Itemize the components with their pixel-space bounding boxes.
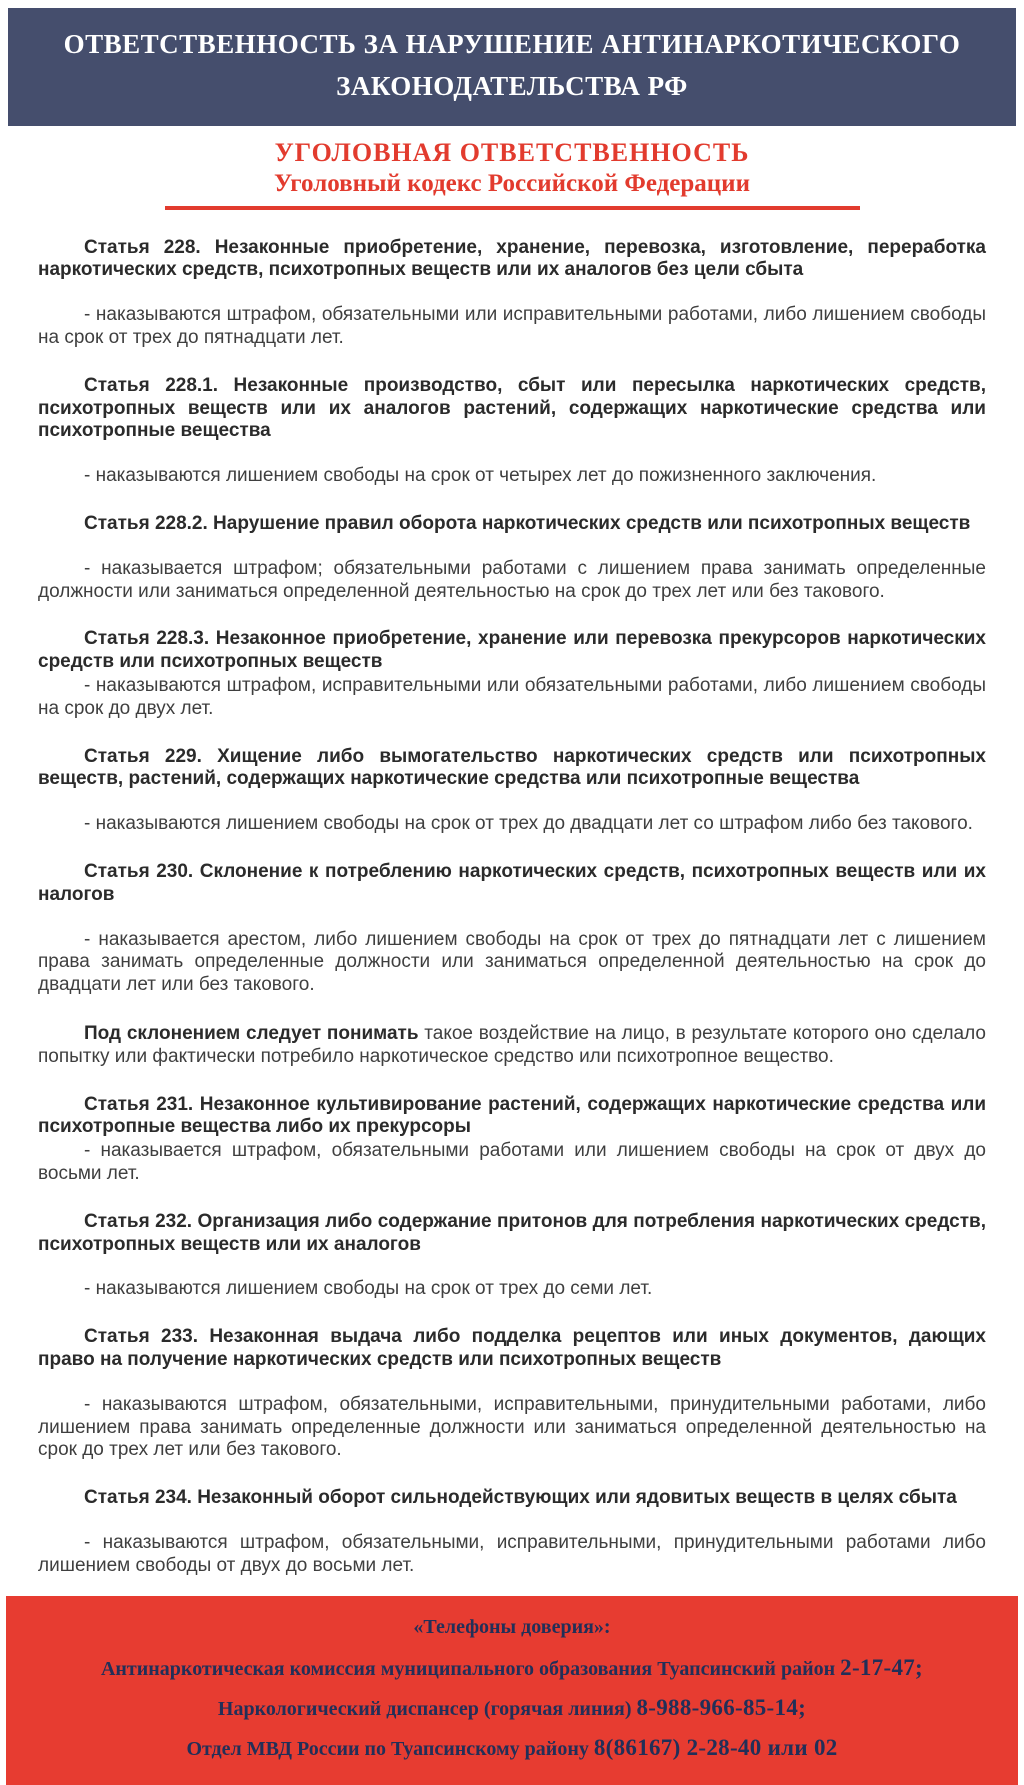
footer-phone: 8-988-966-85-14; (636, 1694, 807, 1720)
article-230 (38, 861, 986, 997)
footer-line-mvd (30, 1735, 994, 1761)
article-228-1 (38, 375, 986, 488)
article-228 (38, 237, 986, 350)
note-paragraph (38, 1023, 986, 1069)
footer-label: Наркологический диспансер (горячая линия) (217, 1697, 632, 1720)
article-body: - наказываются штрафом, исправительными или обязательными работами, либо лишением свободы на срок до двух лет. (38, 675, 986, 719)
note-rest: такое воздействие на лицо, в результате которого оно сделало попытку или фактически потребило наркотическое средство или психотропное вещество. (38, 1023, 986, 1067)
header-banner (8, 8, 1016, 126)
article-body: - наказываются лишением свободы на срок от трех до двадцати лет со штрафом либо без такового. (84, 813, 973, 835)
note-lead: Под склонением следует понимать (84, 1023, 419, 1045)
article-229 (38, 746, 986, 836)
footer-label: Отдел МВД России по Туапсинскому району (186, 1737, 589, 1760)
header-title-line2: ЗАКОНОДАТЕЛЬСТВА РФ (336, 70, 688, 101)
article-231 (38, 1094, 986, 1186)
note-sklonenie (38, 1023, 986, 1069)
footer-title: «Телефоны доверия»: (413, 1615, 611, 1638)
article-body: - наказывается арестом, либо лишением свободы на срок от трех до пятнадцати лет с лишением права занимать определенные должности или заниматься определенной деятельностью на срок до двадцати лет или без такового. (38, 928, 986, 996)
header-title-line1: ОТВЕТСТВЕННОСТЬ ЗА НАРУШЕНИЕ АНТИНАРКОТИЧЕСКОГО (63, 29, 961, 59)
article-heading: Статья 232. Организация либо содержание притонов для потребления наркотических средств, психотропных веществ или их аналогов (38, 1210, 986, 1255)
article-body: - наказываются лишением свободы на срок от трех до семи лет. (84, 1278, 653, 1300)
article-228-2 (38, 513, 986, 603)
article-heading: Статья 233. Незаконная выдача либо подделка рецептов или иных документов, дающих право на получение наркотических средств или психотропных веществ (38, 1326, 986, 1370)
article-body: - наказываются штрафом, обязательными или исправительными работами, либо лишением свободы на срок от трех до пятнадцати лет. (38, 304, 986, 349)
footer-line-commission (30, 1655, 994, 1681)
article-heading: Статья 230. Склонение к потреблению наркотических средств, психотропных веществ или их налогов (38, 861, 986, 905)
articles-list (0, 210, 1024, 1578)
article-233 (38, 1326, 986, 1462)
article-heading: Статья 228.3. Незаконное приобретение, хранение или перевозка прекурсоров наркотических средств или психотропных веществ (38, 628, 986, 673)
article-228-3 (38, 628, 986, 720)
article-heading: Статья 228. Незаконные приобретение, хранение, перевозка, изготовление, переработка наркотических средств, психотропных веществ или их аналогов без цели сбыта (38, 236, 986, 281)
article-heading: Статья 228.1. Незаконные производство, сбыт или пересылка наркотических средств, психотропных веществ или их аналогов растений, содержащих наркотические средства или психотропные вещества (38, 374, 986, 442)
footer-label: Антинаркотическая комиссия муниципального образования Туапсинский район (100, 1657, 836, 1680)
article-heading: Статья 229. Хищение либо вымогательство наркотических средств или психотропных веществ, растений, содержащих наркотические средства или психотропные вещества (38, 745, 986, 790)
article-heading: Статья 228.2. Нарушение правил оборота наркотических средств или психотропных веществ (84, 513, 971, 535)
subheader-subtitle: Уголовный кодекс Российской Федерации (274, 169, 750, 197)
article-heading: Статья 231. Незаконное культивирование растений, содержащих наркотические средства или психотропные вещества либо их прекурсоры (38, 1093, 986, 1138)
footer-phone: 2-17-47; (840, 1654, 924, 1680)
subheader (0, 138, 1024, 210)
article-body: - наказываются штрафом, обязательными, исправительными, принудительными работами, либо лишением права занимать определенные должности или заниматься определенной деятельностью на срок до трех лет или без такового. (38, 1393, 986, 1461)
footer-banner (6, 1596, 1018, 1785)
article-body: - наказывается штрафом; обязательными работами с лишением права занимать определенные должности или заниматься определенной деятельностью на срок до трех лет или без такового. (38, 557, 986, 602)
article-heading: Статья 234. Незаконный оборот сильнодействующих или ядовитых веществ в целях сбыта (84, 1487, 957, 1509)
article-body: - наказываются штрафом, обязательными, исправительными, принудительными работами либо лишением свободы от двух до восьми лет. (38, 1531, 986, 1576)
subheader-title: УГОЛОВНАЯ ОТВЕТСТВЕННОСТЬ (274, 137, 750, 167)
article-234 (38, 1487, 986, 1577)
article-232 (38, 1211, 986, 1301)
article-body: - наказывается штрафом, обязательными работами или лишением свободы на срок от двух до восьми лет. (38, 1140, 986, 1184)
article-body: - наказываются лишением свободы на срок от четырех лет до пожизненного заключения. (84, 465, 877, 487)
footer-phone: 8(86167) 2-28-40 или 02 (593, 1734, 838, 1760)
footer-line-dispensary (30, 1695, 994, 1721)
